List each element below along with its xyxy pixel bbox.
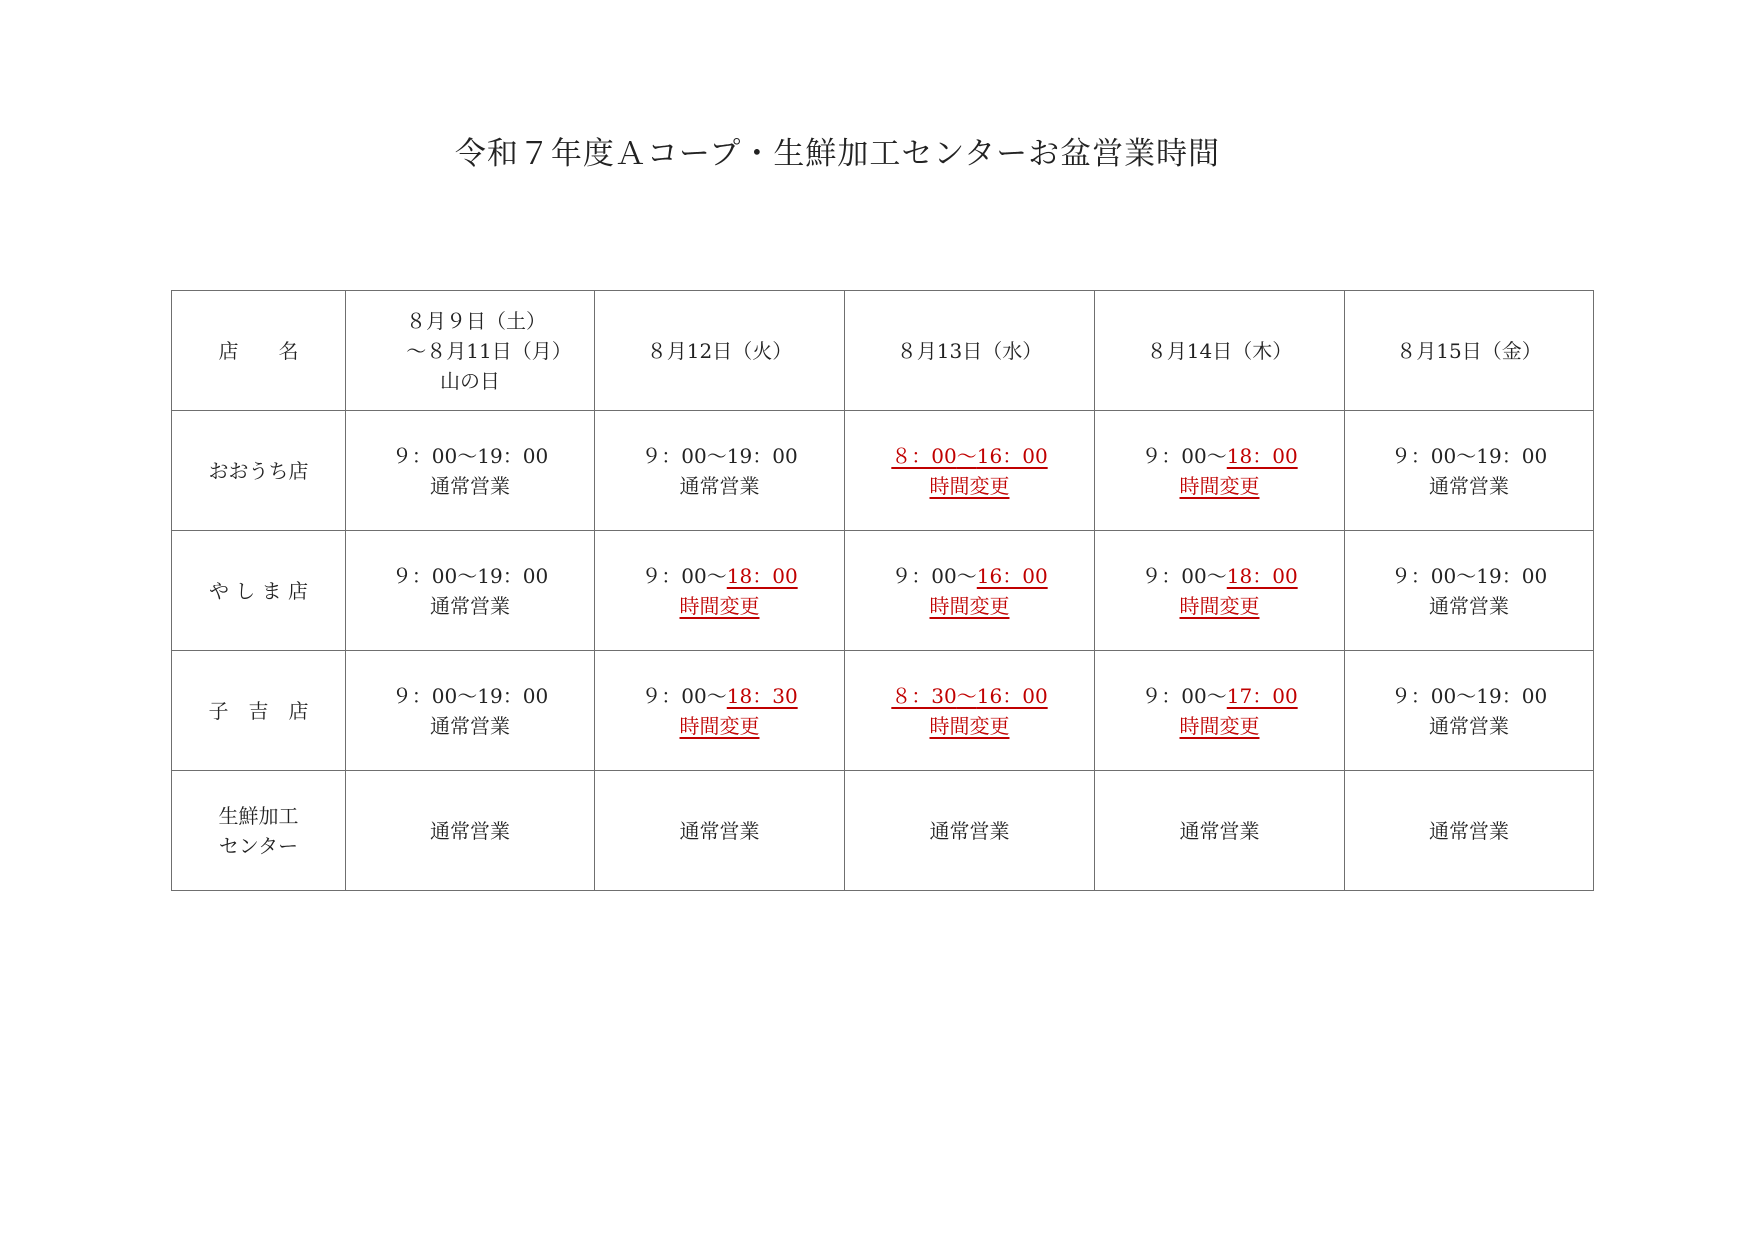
open-time: ９：00 bbox=[1141, 443, 1207, 468]
status-note-text: 時間変更 bbox=[929, 473, 1010, 498]
hours-cell bbox=[595, 411, 845, 531]
open-time: ９：00 bbox=[641, 563, 707, 588]
store-name-header: 店 名 bbox=[172, 291, 346, 411]
status-note-text: 時間変更 bbox=[929, 593, 1010, 618]
hours-cell bbox=[595, 531, 845, 651]
date-header-aug14: ８月14日（木） bbox=[1095, 291, 1345, 411]
time-separator: ～ bbox=[956, 683, 977, 708]
hours-line bbox=[845, 681, 1094, 711]
hours-line bbox=[346, 561, 594, 591]
status-note-text: 時間変更 bbox=[929, 713, 1010, 738]
store-name-cell bbox=[172, 771, 346, 891]
open-time: ９：00 bbox=[1390, 563, 1457, 588]
time-separator: ～ bbox=[457, 443, 478, 468]
status-note bbox=[1095, 471, 1344, 501]
status-note: 通常営業 bbox=[679, 473, 760, 498]
status-note: 通常営業 bbox=[929, 818, 1010, 843]
time-separator: ～ bbox=[706, 683, 727, 708]
hours-cell bbox=[1095, 771, 1345, 891]
hours-line bbox=[845, 441, 1094, 471]
page-title: 令和７年度Ａコープ・生鮮加工センターお盆営業時間 bbox=[454, 136, 1221, 172]
hours-cell bbox=[595, 771, 845, 891]
time-separator: ～ bbox=[956, 563, 977, 588]
close-time: 19：00 bbox=[477, 563, 549, 588]
hours-cell bbox=[1345, 411, 1594, 531]
time-separator: ～ bbox=[1456, 443, 1477, 468]
table-row bbox=[172, 651, 1594, 771]
status-note: 通常営業 bbox=[430, 473, 510, 498]
hours-cell bbox=[346, 651, 595, 771]
time-separator: ～ bbox=[1456, 563, 1477, 588]
status-note-text: 時間変更 bbox=[679, 713, 760, 738]
close-time: 18：00 bbox=[1226, 443, 1298, 468]
close-time: 17：00 bbox=[1226, 683, 1298, 708]
hours-cell bbox=[845, 771, 1095, 891]
status-note-text: 時間変更 bbox=[1179, 713, 1260, 738]
table-row bbox=[172, 771, 1594, 891]
status-note-text: 時間変更 bbox=[1179, 593, 1260, 618]
date-header-aug15: ８月15日（金） bbox=[1345, 291, 1594, 411]
time-separator: ～ bbox=[1206, 563, 1227, 588]
hours-cell bbox=[1095, 531, 1345, 651]
time-separator: ～ bbox=[956, 443, 977, 468]
close-time: 19：00 bbox=[1476, 563, 1548, 588]
hours-line bbox=[346, 441, 594, 471]
time-separator: ～ bbox=[1206, 683, 1227, 708]
open-time: ９：00 bbox=[1390, 683, 1457, 708]
hours-cell bbox=[1345, 651, 1594, 771]
close-time: 19：00 bbox=[726, 443, 798, 468]
status-note: 通常営業 bbox=[430, 713, 510, 738]
status-note: 通常営業 bbox=[1429, 713, 1509, 738]
close-time: 19：00 bbox=[1476, 443, 1548, 468]
hours-line bbox=[1345, 561, 1593, 591]
time-separator: ～ bbox=[457, 563, 478, 588]
date-header-aug13: ８月13日（水） bbox=[845, 291, 1095, 411]
hours-cell bbox=[346, 411, 595, 531]
date-header-line: ８月９日（土） bbox=[406, 308, 546, 333]
status-note bbox=[845, 711, 1094, 741]
hours-cell bbox=[1095, 411, 1345, 531]
open-time: ９：00 bbox=[391, 683, 458, 708]
close-time: 16：00 bbox=[976, 683, 1048, 708]
hours-cell bbox=[1345, 771, 1594, 891]
open-time: ９：00 bbox=[641, 683, 707, 708]
open-time: ８：00 bbox=[891, 443, 957, 468]
status-note bbox=[1095, 711, 1344, 741]
close-time: 18：30 bbox=[726, 683, 798, 708]
hours-cell bbox=[346, 771, 595, 891]
open-time: ９：00 bbox=[391, 443, 458, 468]
status-note-text: 時間変更 bbox=[1179, 473, 1260, 498]
status-note bbox=[1095, 591, 1344, 621]
store-name-line: 生鮮加工 bbox=[218, 803, 299, 828]
time-separator: ～ bbox=[706, 443, 727, 468]
status-note: 通常営業 bbox=[1429, 473, 1509, 498]
open-time: ９：00 bbox=[1141, 563, 1207, 588]
close-time: 18：00 bbox=[726, 563, 798, 588]
hours-line bbox=[595, 681, 844, 711]
table-row bbox=[172, 411, 1594, 531]
time-separator: ～ bbox=[706, 563, 727, 588]
hours-line bbox=[1095, 681, 1344, 711]
status-note bbox=[595, 591, 844, 621]
close-time: 19：00 bbox=[477, 443, 549, 468]
hours-line bbox=[1345, 681, 1593, 711]
hours-line bbox=[1095, 561, 1344, 591]
status-note bbox=[595, 711, 844, 741]
hours-cell bbox=[1095, 651, 1345, 771]
hours-line bbox=[346, 681, 594, 711]
hours-cell bbox=[845, 531, 1095, 651]
store-name-cell: や し ま 店 bbox=[172, 531, 346, 651]
header-row bbox=[172, 291, 1594, 411]
hours-cell bbox=[845, 651, 1095, 771]
status-note: 通常営業 bbox=[1429, 593, 1509, 618]
close-time: 16：00 bbox=[976, 443, 1048, 468]
hours-cell bbox=[1345, 531, 1594, 651]
hours-line bbox=[1345, 441, 1593, 471]
status-note: 通常営業 bbox=[1429, 818, 1509, 843]
open-time: ９：00 bbox=[891, 563, 957, 588]
status-note: 通常営業 bbox=[430, 593, 510, 618]
open-time: ９：00 bbox=[1141, 683, 1207, 708]
time-separator: ～ bbox=[1206, 443, 1227, 468]
open-time: ９：00 bbox=[391, 563, 458, 588]
close-time: 16：00 bbox=[976, 563, 1048, 588]
status-note bbox=[845, 471, 1094, 501]
hours-line bbox=[1095, 441, 1344, 471]
status-note bbox=[845, 591, 1094, 621]
store-name-line: センター bbox=[218, 833, 299, 858]
time-separator: ～ bbox=[457, 683, 478, 708]
store-name-cell: 子 吉 店 bbox=[172, 651, 346, 771]
open-time: ８：30 bbox=[891, 683, 957, 708]
date-header-line: 山の日 bbox=[440, 368, 500, 393]
open-time: ９：00 bbox=[641, 443, 707, 468]
hours-line bbox=[595, 561, 844, 591]
time-separator: ～ bbox=[1456, 683, 1477, 708]
status-note: 通常営業 bbox=[1179, 818, 1260, 843]
table-row bbox=[172, 531, 1594, 651]
open-time: ９：00 bbox=[1390, 443, 1457, 468]
close-time: 18：00 bbox=[1226, 563, 1298, 588]
close-time: 19：00 bbox=[1476, 683, 1548, 708]
hours-cell bbox=[595, 651, 845, 771]
status-note: 通常営業 bbox=[679, 818, 760, 843]
hours-line bbox=[845, 561, 1094, 591]
hours-cell bbox=[845, 411, 1095, 531]
store-name-cell: おおうち店 bbox=[172, 411, 346, 531]
hours-line bbox=[595, 441, 844, 471]
status-note-text: 時間変更 bbox=[679, 593, 760, 618]
date-header-aug12: ８月12日（火） bbox=[595, 291, 845, 411]
schedule-table bbox=[171, 290, 1594, 891]
date-header-aug9-11 bbox=[346, 291, 595, 411]
close-time: 19：00 bbox=[477, 683, 549, 708]
hours-cell bbox=[346, 531, 595, 651]
date-header-line: ～８月11日（月） bbox=[406, 338, 572, 363]
status-note: 通常営業 bbox=[430, 818, 510, 843]
